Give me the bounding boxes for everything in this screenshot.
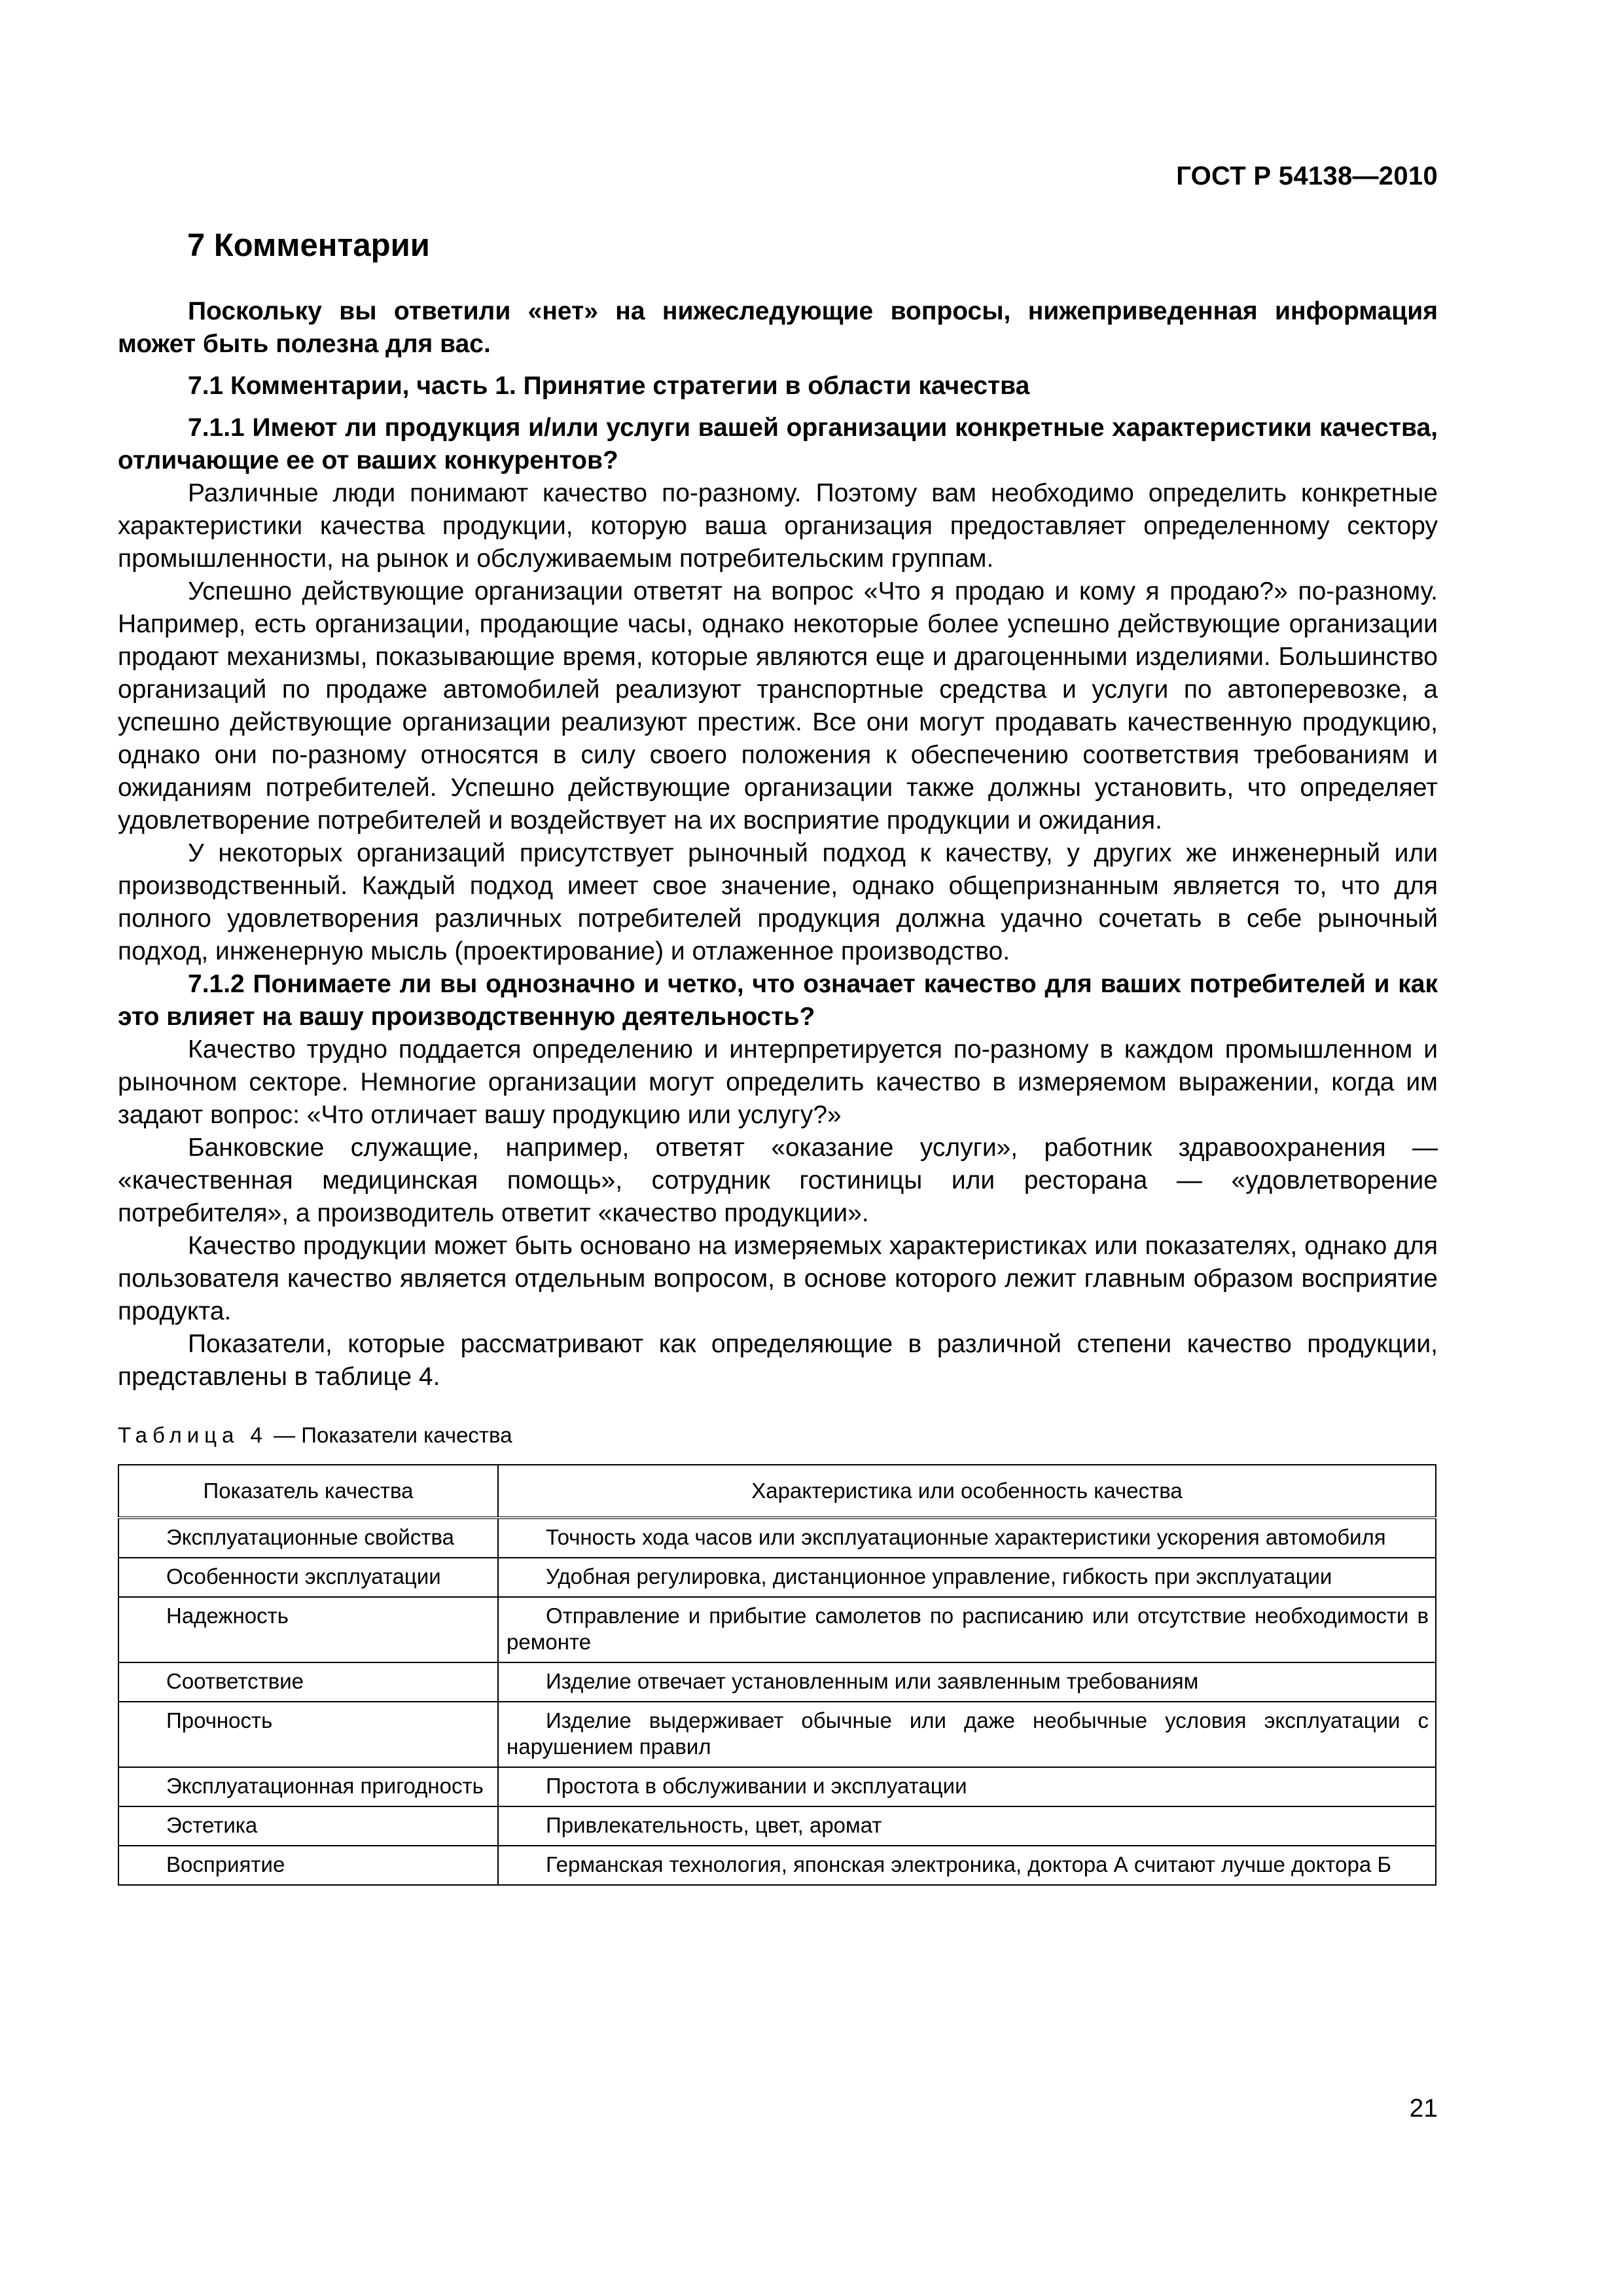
page-number: 21 xyxy=(1409,2094,1438,2123)
characteristic-cell: Простота в обслуживании и эксплуатации xyxy=(498,1767,1436,1806)
paragraph: Качество трудно поддается определению и интерпретируется по-разному в каждом промышленном и рыночном секторе. Немногие организации могут определить качество в измеряемом выражении, когда им задают вопрос: «Что отличает вашу продукцию или услугу?» xyxy=(118,1035,1438,1129)
column-header-characteristic: Характеристика или особенность качества xyxy=(498,1465,1436,1518)
table-row xyxy=(118,1558,1436,1597)
characteristic-cell: Изделие выдерживает обычные или даже необычные условия эксплуатации с нарушением правил xyxy=(498,1702,1436,1767)
characteristic-cell: Привлекательность, цвет, аромат xyxy=(498,1806,1436,1846)
table-header-row xyxy=(118,1465,1436,1518)
table-row xyxy=(118,1702,1436,1767)
characteristic-cell: Изделие отвечает установленным или заявленным требованиям xyxy=(498,1662,1436,1702)
table-caption-label: Таблица 4 xyxy=(118,1423,268,1447)
table-row xyxy=(118,1846,1436,1885)
table-row xyxy=(118,1597,1436,1662)
subsection-7-1-2-title: 7.1.2 Понимаете ли вы однозначно и четко, что означает качество для ваших потребителей и как это влияет на вашу производственную деятельность? xyxy=(118,970,1438,1031)
indicator-cell: Прочность xyxy=(118,1702,498,1767)
indicator-cell: Особенности эксплуатации xyxy=(118,1558,498,1597)
table-row xyxy=(118,1662,1436,1702)
section-title: 7 Комментарии xyxy=(187,228,430,263)
table-caption xyxy=(118,1422,1438,1448)
paragraph: Различные люди понимают качество по-разному. Поэтому вам необходимо определить конкретные характеристики качества продукции, которую ваша организация предоставляет определенному сектору промышленности, на рынок и обслуживаемым потребительским группам. xyxy=(118,479,1438,573)
paragraph: Показатели, которые рассматривают как определяющие в различной степени качество продукции, представлены в таблице 4. xyxy=(118,1330,1438,1391)
paragraph: Качество продукции может быть основано на измеряемых характеристиках или показателях, однако для пользователя качество является отдельным вопросом, в основе которого лежит главным образом восприятие продукта. xyxy=(118,1232,1438,1325)
characteristic-cell: Германская технология, японская электроника, доктора А считают лучше доктора Б xyxy=(498,1846,1436,1885)
indicator-cell: Эксплуатационная пригодность xyxy=(118,1767,498,1806)
table-row xyxy=(118,1518,1436,1558)
indicator-cell: Соответствие xyxy=(118,1662,498,1702)
section-intro: Поскольку вы ответили «нет» на нижеследующие вопросы, нижеприведенная информация может быть полезна для вас. xyxy=(118,297,1438,358)
indicator-cell: Эксплуатационные свойства xyxy=(118,1518,498,1558)
indicator-cell: Восприятие xyxy=(118,1846,498,1885)
paragraph: У некоторых организаций присутствует рыночный подход к качеству, у других же инженерный или производственный. Каждый подход имеет свое значение, однако общепризнанным является то, что для полного удовлетворения различных потребителей продукция должна удачно сочетать в себе рыночный подход, инженерную мысль (проектирование) и отлаженное производство. xyxy=(118,839,1438,965)
page-content xyxy=(118,226,1438,1886)
subsection-7-1-title: 7.1 Комментарии, часть 1. Принятие стратегии в области качества xyxy=(188,372,1030,400)
paragraph: Банковские служащие, например, ответят «оказание услуги», работник здравоохранения — «качественная медицинская помощь», сотрудник гостиницы или ресторана — «удовлетворение потребителя», а производитель ответит «качество продукции». xyxy=(118,1134,1438,1227)
paragraph: Успешно действующие организации ответят на вопрос «Что я продаю и кому я продаю?» по-разному. Например, есть организации, продающие часы, однако некоторые более успешно действующие организации продают механизмы, показывающие время, которые являются еще и драгоценными изделиями. Большинство организаций по продаже автомобилей реализуют транспортные средства и услуги по автоперевозке, а успешно действующие организации реализуют престиж. Все они могут продавать качественную продукцию, однако они по-разному относятся в силу своего положения к обеспечению соответствия требованиям и ожиданиям потребителей. Успешно действующие организации также должны установить, что определяет удовлетворение потребителей и воздействует на их восприятие продукции и ожидания. xyxy=(118,577,1438,834)
indicator-cell: Надежность xyxy=(118,1597,498,1662)
characteristic-cell: Точность хода часов или эксплуатационные характеристики ускорения автомобиля xyxy=(498,1518,1436,1558)
table-row xyxy=(118,1767,1436,1806)
quality-indicators-table xyxy=(118,1464,1436,1886)
table-row xyxy=(118,1806,1436,1846)
document-code: ГОСТ Р 54138—2010 xyxy=(1176,162,1438,190)
column-header-indicator: Показатель качества xyxy=(118,1465,498,1518)
characteristic-cell: Удобная регулировка, дистанционное управление, гибкость при эксплуатации xyxy=(498,1558,1436,1597)
characteristic-cell: Отправление и прибытие самолетов по расписанию или отсутствие необходимости в ремонте xyxy=(498,1597,1436,1662)
subsection-7-1-1-title: 7.1.1 Имеют ли продукция и/или услуги вашей организации конкретные характеристики качества, отличающие ее от ваших конкурентов? xyxy=(118,414,1438,475)
indicator-cell: Эстетика xyxy=(118,1806,498,1846)
table-caption-text: — Показатели качества xyxy=(274,1423,512,1447)
